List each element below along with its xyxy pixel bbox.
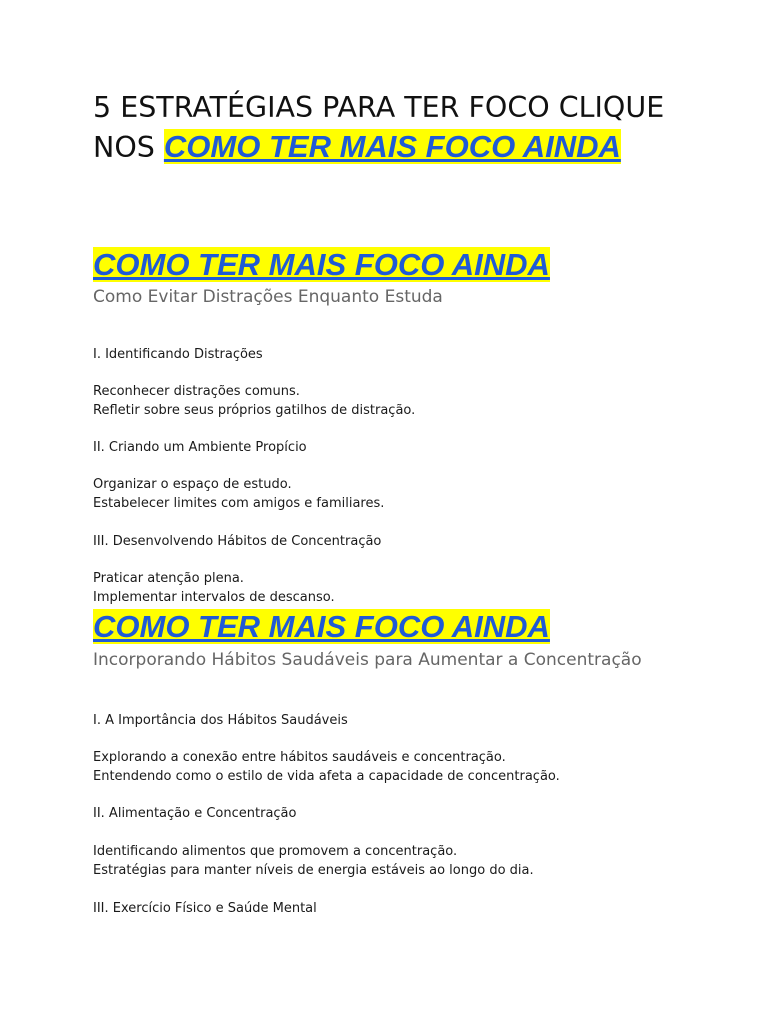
section1-line: II. Criando um Ambiente Propício — [93, 440, 307, 455]
title-text: 5 ESTRATÉGIAS PARA TER FOCO CLIQUE NOS — [93, 91, 665, 164]
section1-heading-text[interactable]: COMO TER MAIS FOCO AINDA — [93, 247, 550, 282]
section2-heading-link[interactable] — [93, 608, 550, 646]
section1-line: Implementar intervalos de descanso. — [93, 590, 335, 605]
section1-line: I. Identificando Distrações — [93, 347, 263, 362]
section1-line: Organizar o espaço de estudo. — [93, 477, 292, 492]
section2-line: Identificando alimentos que promovem a concentração. — [93, 844, 458, 859]
section1-line: Reconhecer distrações comuns. — [93, 384, 300, 399]
title-link-como-ter-mais-foco[interactable]: COMO TER MAIS FOCO AINDA — [163, 129, 621, 164]
section2-line: Explorando a conexão entre hábitos saudáveis e concentração. — [93, 750, 506, 765]
section2-subtitle: Incorporando Hábitos Saudáveis para Aumentar a Concentração — [93, 650, 642, 670]
section1-line: Estabelecer limites com amigos e familiares. — [93, 496, 385, 511]
section2-line: I. A Importância dos Hábitos Saudáveis — [93, 713, 348, 728]
page-title — [93, 88, 683, 167]
section1-heading-link[interactable] — [93, 246, 550, 284]
section1-line: Praticar atenção plena. — [93, 571, 244, 586]
section2-line: Estratégias para manter níveis de energia estáveis ao longo do dia. — [93, 863, 534, 878]
section2-line: Entendendo como o estilo de vida afeta a capacidade de concentração. — [93, 769, 560, 784]
section1-subtitle: Como Evitar Distrações Enquanto Estuda — [93, 287, 443, 307]
section1-line: III. Desenvolvendo Hábitos de Concentração — [93, 534, 382, 549]
section2-line: II. Alimentação e Concentração — [93, 806, 297, 821]
section2-heading-text[interactable]: COMO TER MAIS FOCO AINDA — [93, 609, 550, 644]
section2-line: III. Exercício Físico e Saúde Mental — [93, 901, 317, 916]
section1-line: Refletir sobre seus próprios gatilhos de distração. — [93, 403, 416, 418]
